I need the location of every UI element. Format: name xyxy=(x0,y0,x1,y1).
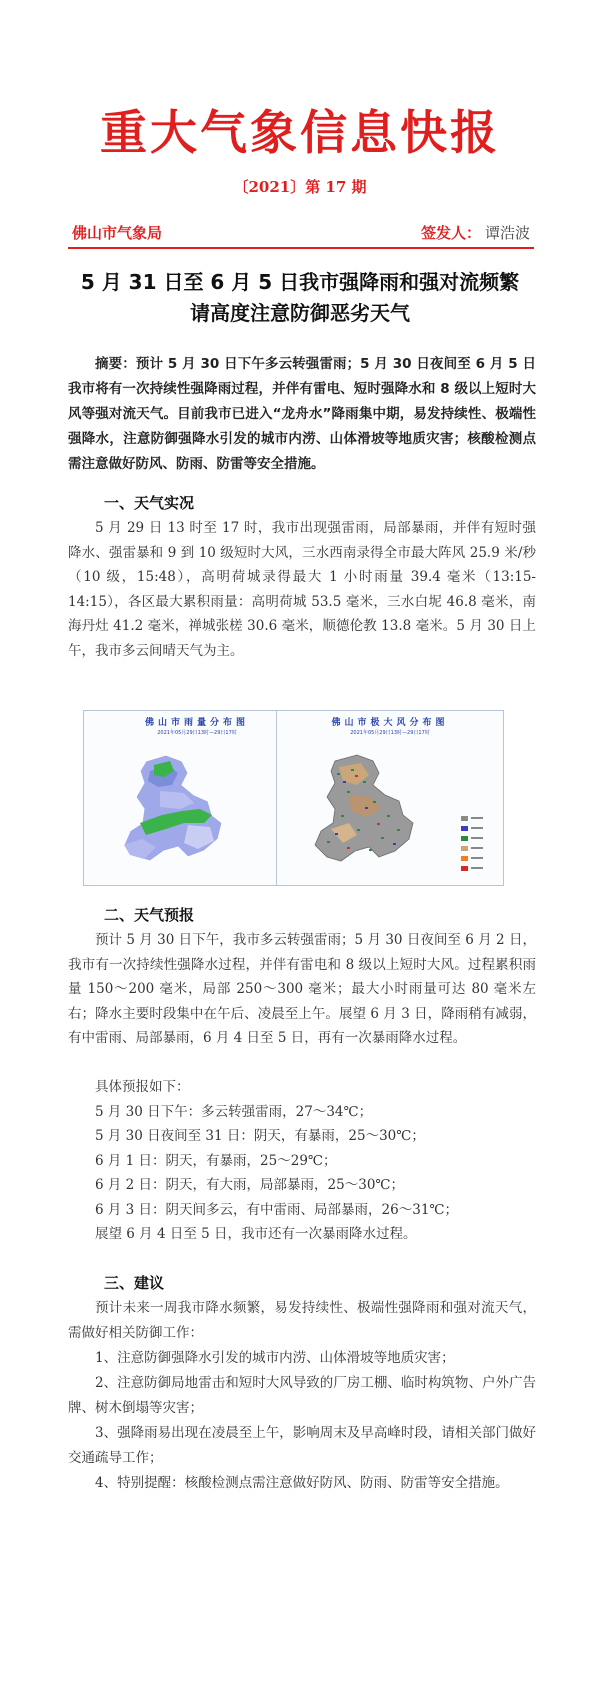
abstract: 摘要：预计 5 月 30 日下午多云转强雷雨；5 月 30 日夜间至 6 月 5 日我市将有一次持续性强降雨过程，并伴有雷电、短时强降水和 8 级以上短时大风等强对流天气。目前我市已进入“龙舟水”降雨集中期，易发持续性、极端性强降水，注意防御强降水引发的城市内涝、山体滑坡等地质灾害；核酸检测点需注意做好防风、防雨、防雷等安全措施。 xyxy=(68,356,536,472)
forecast-detail-intro: 具体预报如下： xyxy=(95,1079,190,1095)
forecast-day: 5 月 30 日夜间至 31 日：阴天，有暴雨，25～30℃； xyxy=(95,1128,425,1144)
legend-row xyxy=(461,843,487,853)
forecast-day: 6 月 3 日：阴天间多云，有中雷雨、局部暴雨，26～31℃； xyxy=(95,1201,459,1218)
wind-map-title: 佛山市极大风分布图 xyxy=(331,718,449,728)
bulletin-title: 重大气象信息快报 xyxy=(100,106,500,161)
wind-legend xyxy=(461,813,487,873)
section-title-forecast: 二、天气预报 xyxy=(104,906,195,924)
advice-item: 3、强降雨易出现在凌晨至上午，影响周末及早高峰时段，请相关部门做好交通疏导工作； xyxy=(68,1425,536,1466)
advice-item: 2、注意防御局地雷击和短时大风导致的厂房工棚、临时构筑物、户外广告牌、树木倒塌等灾害； xyxy=(68,1375,536,1416)
legend-row xyxy=(461,823,487,833)
rainfall-map-subtitle: 2021年05月29日13时—29日17时 xyxy=(157,730,237,736)
signer xyxy=(421,222,530,243)
forecast-day: 6 月 1 日：阴天，有暴雨，25～29℃； xyxy=(95,1152,337,1169)
wind-map xyxy=(276,710,504,886)
headline xyxy=(60,267,540,329)
observed-weather-text: 5 月 29 日 13 时至 17 时，我市出现强雷雨，局部暴雨，并伴有短时强降水、强雷暴和 9 到 10 级短时大风，三水西南录得全市最大阵风 25.9 米/秒（10 级，15:48），高明荷城录得最大 1 小时雨量 39.4 毫米（13:15-14:15），各区最大累积雨量：高明荷城 53.5 毫米，三水白坭 46.8 毫米，南海丹灶 41.2 毫米，禅城张槎 30.6 毫米，顺德伦教 13.8 毫米。5 月 30 日上午，我市多云间晴天气为主。 xyxy=(68,520,536,659)
forecast-day: 6 月 2 日：阴天，有大雨，局部暴雨，25～30℃； xyxy=(95,1177,405,1193)
headline-line-2: 请高度注意防御恶劣天气 xyxy=(190,301,410,325)
headline-line-1: 5 月 31 日至 6 月 5 日我市强降雨和强对流频繁 xyxy=(80,270,520,294)
rainfall-map-title: 佛山市雨量分布图 xyxy=(144,718,249,728)
issuing-org: 佛山市气象局 xyxy=(72,224,163,242)
issue-number: 〔2021〕第 17 期 xyxy=(233,178,367,196)
advice-item: 4、特别提醒：核酸检测点需注意做好防风、防雨、防雷等安全措施。 xyxy=(95,1475,509,1491)
signer-name: 谭浩波 xyxy=(484,224,530,242)
legend-row xyxy=(461,813,487,823)
header-divider xyxy=(68,247,534,249)
legend-row xyxy=(461,863,487,873)
forecast-detail-list xyxy=(68,1075,538,1247)
wind-map-subtitle: 2021年05月29日13时—29日17时 xyxy=(350,730,430,736)
forecast-outlook: 展望 6 月 4 日至 5 日，我市还有一次暴雨降水过程。 xyxy=(95,1226,417,1242)
legend-row xyxy=(461,833,487,843)
signer-label: 签发人： xyxy=(420,224,481,242)
section-title-observed: 一、天气实况 xyxy=(104,494,195,512)
advice-intro: 预计未来一周我市降水频繁，易发持续性、极端性强降雨和强对流天气，需做好相关防御工作： xyxy=(68,1300,536,1341)
advice-item: 1、注意防御强降水引发的城市内涝、山体滑坡等地质灾害； xyxy=(95,1350,455,1366)
forecast-day: 5 月 30 日下午：多云转强雷雨，27～34℃； xyxy=(95,1103,373,1120)
legend-row xyxy=(461,853,487,863)
advice-list xyxy=(68,1296,536,1496)
section-title-advice: 三、建议 xyxy=(104,1274,165,1292)
forecast-text: 预计 5 月 30 日下午，我市多云转强雷雨；5 月 30 日夜间至 6 月 2 日，我市有一次持续性强降水过程，并伴有雷电和 8 级以上短时大风。过程累积雨量 150～200 毫米，局部 250～300 毫米；最大小时雨量可达 80 毫米左右；降水主要时段集中在午后、凌晨至上午。展望 6 月 3 日，降雨稍有减弱，有中雷雨、局部暴雨，6 月 4 日至 5 日，再有一次暴雨降水过程。 xyxy=(68,932,536,1046)
